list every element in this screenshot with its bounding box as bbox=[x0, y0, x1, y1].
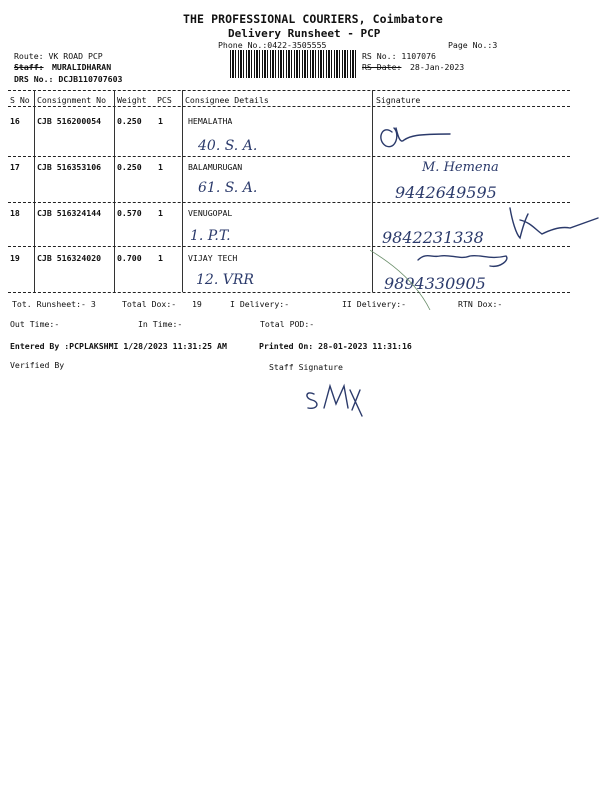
row-weight: 0.250 bbox=[117, 116, 142, 126]
route-label: Route: VK ROAD PCP bbox=[14, 51, 103, 61]
col-sep bbox=[182, 90, 183, 292]
col-header-consignee: Consignee Details bbox=[185, 95, 269, 105]
rs-number: RS No.: 1107076 bbox=[362, 51, 436, 61]
signature-stroke-row16 bbox=[381, 128, 450, 147]
row-consignment: CJB 516324020 bbox=[37, 253, 102, 263]
signature-phone: 9842231338 bbox=[382, 228, 484, 247]
table-top-rule bbox=[8, 90, 570, 91]
col-sep bbox=[114, 90, 115, 292]
row-weight: 0.570 bbox=[117, 208, 142, 218]
entered-by: Entered By :PCPLAKSHMI 1/28/2023 11:31:25 AM bbox=[10, 341, 227, 351]
signature-scribbles bbox=[370, 110, 600, 310]
rtn-dox: RTN Dox:- bbox=[458, 299, 503, 309]
row-consignment: CJB 516200054 bbox=[37, 116, 102, 126]
total-pod: Total POD:- bbox=[260, 319, 315, 329]
out-time: Out Time:- bbox=[10, 319, 60, 329]
runsheet-title: Delivery Runsheet - PCP bbox=[228, 27, 381, 40]
signature-phone: 9894330905 bbox=[384, 274, 486, 293]
row-handwritten-note: 40. S. A. bbox=[198, 138, 258, 154]
in-time: In Time:- bbox=[138, 319, 183, 329]
col-sep bbox=[34, 90, 35, 292]
staff-signature-mark bbox=[300, 380, 370, 420]
staff-name: MURALIDHARAN bbox=[52, 62, 112, 72]
row-handwritten-note: 61. S. A. bbox=[198, 180, 258, 196]
row-consignment: CJB 516353106 bbox=[37, 162, 102, 172]
total-dox-label: Total Dox:- bbox=[122, 299, 177, 309]
row-consignee: VENUGOPAL bbox=[188, 208, 233, 218]
signature-phone: 9442649595 bbox=[395, 183, 497, 202]
row-sno: 17 bbox=[10, 162, 20, 172]
phone-number: Phone No.:0422-3505555 bbox=[218, 40, 327, 50]
signature-stroke-row19 bbox=[418, 256, 507, 267]
row-pcs: 1 bbox=[158, 162, 163, 172]
drs-number: DRS No.: DCJB110707603 bbox=[14, 74, 123, 84]
row-consignee: VIJAY TECH bbox=[188, 253, 238, 263]
col-header-sno: S No bbox=[10, 95, 30, 105]
row-sno: 19 bbox=[10, 253, 20, 263]
row-sno: 18 bbox=[10, 208, 20, 218]
row-pcs: 1 bbox=[158, 253, 163, 263]
col-header-signature: Signature bbox=[376, 95, 421, 105]
verified-by: Verified By bbox=[10, 360, 65, 370]
ii-delivery: II Delivery:- bbox=[342, 299, 407, 309]
col-header-weight: Weight bbox=[117, 95, 147, 105]
row-pcs: 1 bbox=[158, 116, 163, 126]
table-header-rule bbox=[8, 106, 570, 107]
total-dox-value: 19 bbox=[192, 299, 202, 309]
barcode bbox=[230, 50, 358, 78]
signature-name: M. Hemena bbox=[422, 160, 499, 175]
row-handwritten-note: 12. VRR bbox=[196, 272, 254, 288]
rs-date: 28-Jan-2023 bbox=[410, 62, 465, 72]
row-sno: 16 bbox=[10, 116, 20, 126]
row-consignment: CJB 516324144 bbox=[37, 208, 102, 218]
rs-date-label: RS Date: bbox=[362, 62, 402, 72]
row-weight: 0.700 bbox=[117, 253, 142, 263]
company-title: THE PROFESSIONAL COURIERS, Coimbatore bbox=[183, 12, 443, 26]
staff-signature-label: Staff Signature bbox=[269, 362, 343, 372]
row-pcs: 1 bbox=[158, 208, 163, 218]
row-weight: 0.250 bbox=[117, 162, 142, 172]
row-consignee: BALAMURUGAN bbox=[188, 162, 243, 172]
signature-stroke-row18 bbox=[510, 208, 598, 238]
col-header-consignment: Consignment No bbox=[37, 95, 107, 105]
i-delivery: I Delivery:- bbox=[230, 299, 290, 309]
col-header-pcs: PCS bbox=[157, 95, 172, 105]
row-handwritten-note: 1. P.T. bbox=[190, 228, 231, 244]
total-runsheet: Tot. Runsheet:- 3 bbox=[12, 299, 96, 309]
staff-label: Staff: bbox=[14, 62, 44, 72]
row-consignee: HEMALATHA bbox=[188, 116, 233, 126]
page-number: Page No.:3 bbox=[448, 40, 498, 50]
printed-on: Printed On: 28-01-2023 11:31:16 bbox=[259, 341, 412, 351]
